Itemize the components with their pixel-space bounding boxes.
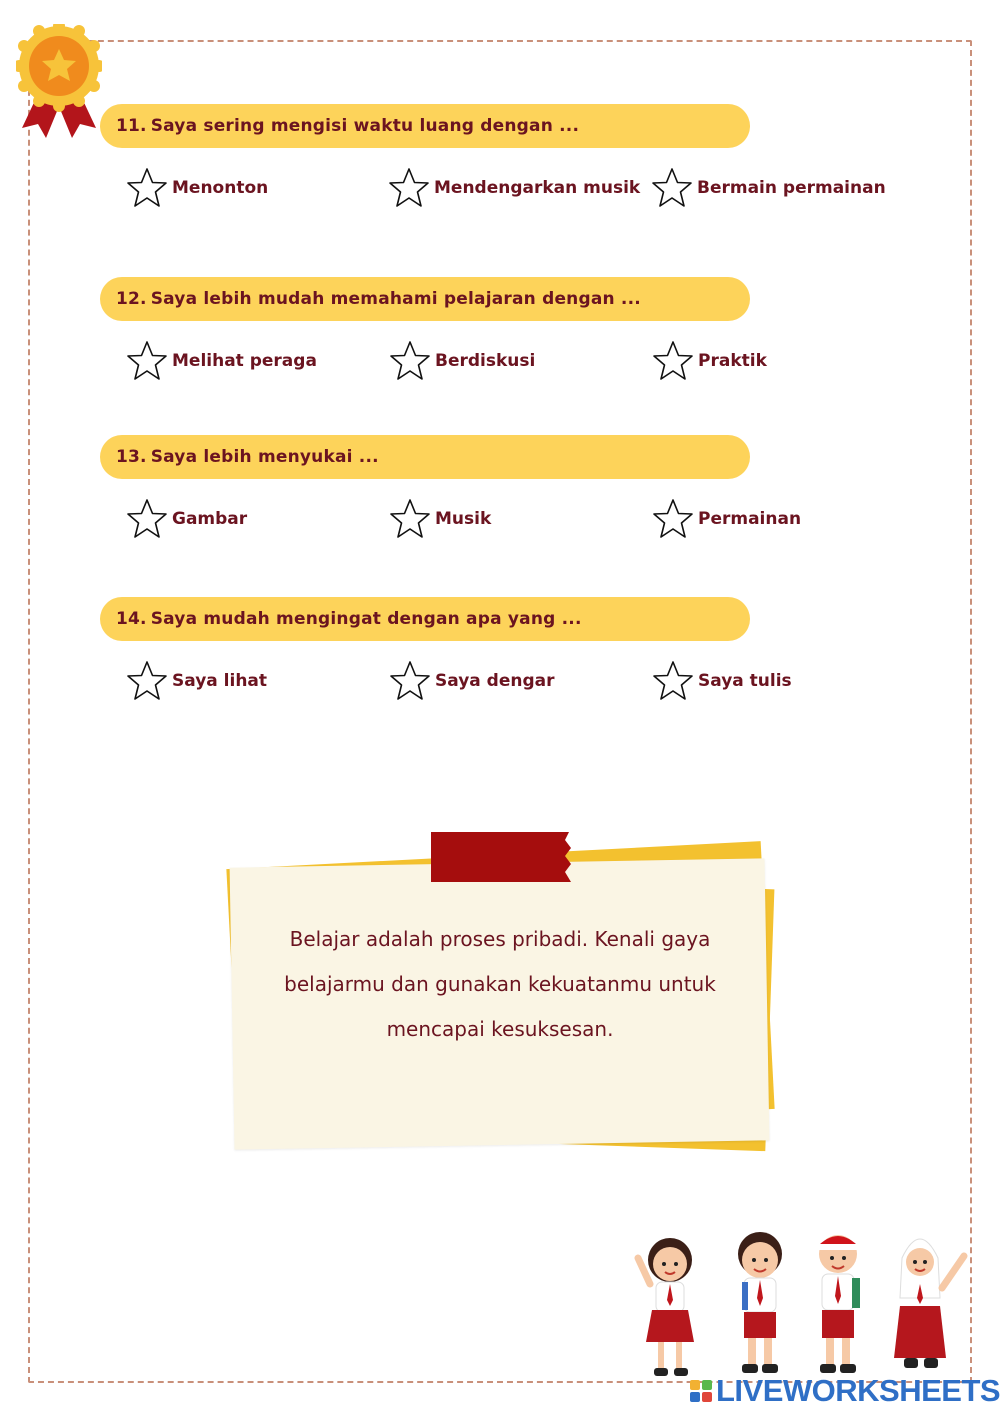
- option-label: Saya tulis: [698, 671, 792, 691]
- school-children-illustration: [630, 1218, 980, 1388]
- star-outline-icon[interactable]: [126, 498, 168, 540]
- star-outline-icon[interactable]: [652, 498, 694, 540]
- award-ribbon-icon: [16, 24, 102, 140]
- star-outline-icon[interactable]: [126, 340, 168, 382]
- option-melihat-peraga[interactable]: [126, 340, 317, 382]
- option-label: Berdiskusi: [435, 351, 536, 371]
- star-outline-icon[interactable]: [126, 167, 168, 209]
- option-saya-tulis[interactable]: [652, 660, 792, 702]
- star-outline-icon[interactable]: [651, 167, 693, 209]
- option-label: Mendengarkan musik: [434, 178, 641, 198]
- star-outline-icon[interactable]: [126, 660, 168, 702]
- question-12-header: [100, 277, 750, 321]
- option-label: Praktik: [698, 351, 767, 371]
- dashed-page-border: [28, 40, 972, 1383]
- question-number: 12.: [116, 289, 147, 309]
- question-number: 11.: [116, 116, 147, 136]
- option-menonton[interactable]: [126, 167, 268, 209]
- question-text: Saya mudah mengingat dengan apa yang ...: [150, 609, 582, 629]
- option-label: Permainan: [698, 509, 802, 529]
- motivational-quote: Belajar adalah proses pribadi. Kenali gaya belajarmu dan gunakan kekuatanmu untuk mencapai kesuksesan.: [284, 927, 716, 1041]
- logo-blocks-icon: [690, 1380, 712, 1402]
- option-bermain-permainan[interactable]: [651, 167, 886, 209]
- option-label: Saya dengar: [435, 671, 555, 691]
- option-praktik[interactable]: [652, 340, 767, 382]
- brand-name: LIVEWORKSHEETS: [716, 1373, 1000, 1408]
- option-label: Musik: [435, 509, 492, 529]
- question-13-header: [100, 435, 750, 479]
- option-label: Menonton: [172, 178, 269, 198]
- option-label: Bermain permainan: [697, 178, 886, 198]
- star-outline-icon[interactable]: [388, 167, 430, 209]
- star-outline-icon[interactable]: [652, 660, 694, 702]
- tape-strip: [431, 832, 571, 882]
- option-gambar[interactable]: [126, 498, 247, 540]
- option-label: Melihat peraga: [172, 351, 317, 371]
- question-number: 13.: [116, 447, 147, 467]
- option-saya-dengar[interactable]: [389, 660, 555, 702]
- star-outline-icon[interactable]: [389, 498, 431, 540]
- option-musik[interactable]: [389, 498, 491, 540]
- option-label: Gambar: [172, 509, 248, 529]
- star-outline-icon[interactable]: [652, 340, 694, 382]
- star-outline-icon[interactable]: [389, 340, 431, 382]
- question-text: Saya lebih mudah memahami pelajaran dengan ...: [150, 289, 641, 309]
- option-label: Saya lihat: [172, 671, 268, 691]
- question-11-header: [100, 104, 750, 148]
- option-saya-lihat[interactable]: [126, 660, 267, 702]
- star-outline-icon[interactable]: [389, 660, 431, 702]
- option-permainan[interactable]: [652, 498, 801, 540]
- question-text: Saya sering mengisi waktu luang dengan ...: [150, 116, 580, 136]
- question-text: Saya lebih menyukai ...: [150, 447, 379, 467]
- option-mendengarkan-musik[interactable]: [388, 167, 640, 209]
- question-number: 14.: [116, 609, 147, 629]
- question-14-header: [100, 597, 750, 641]
- option-berdiskusi[interactable]: [389, 340, 535, 382]
- liveworksheets-logo: [690, 1373, 1000, 1409]
